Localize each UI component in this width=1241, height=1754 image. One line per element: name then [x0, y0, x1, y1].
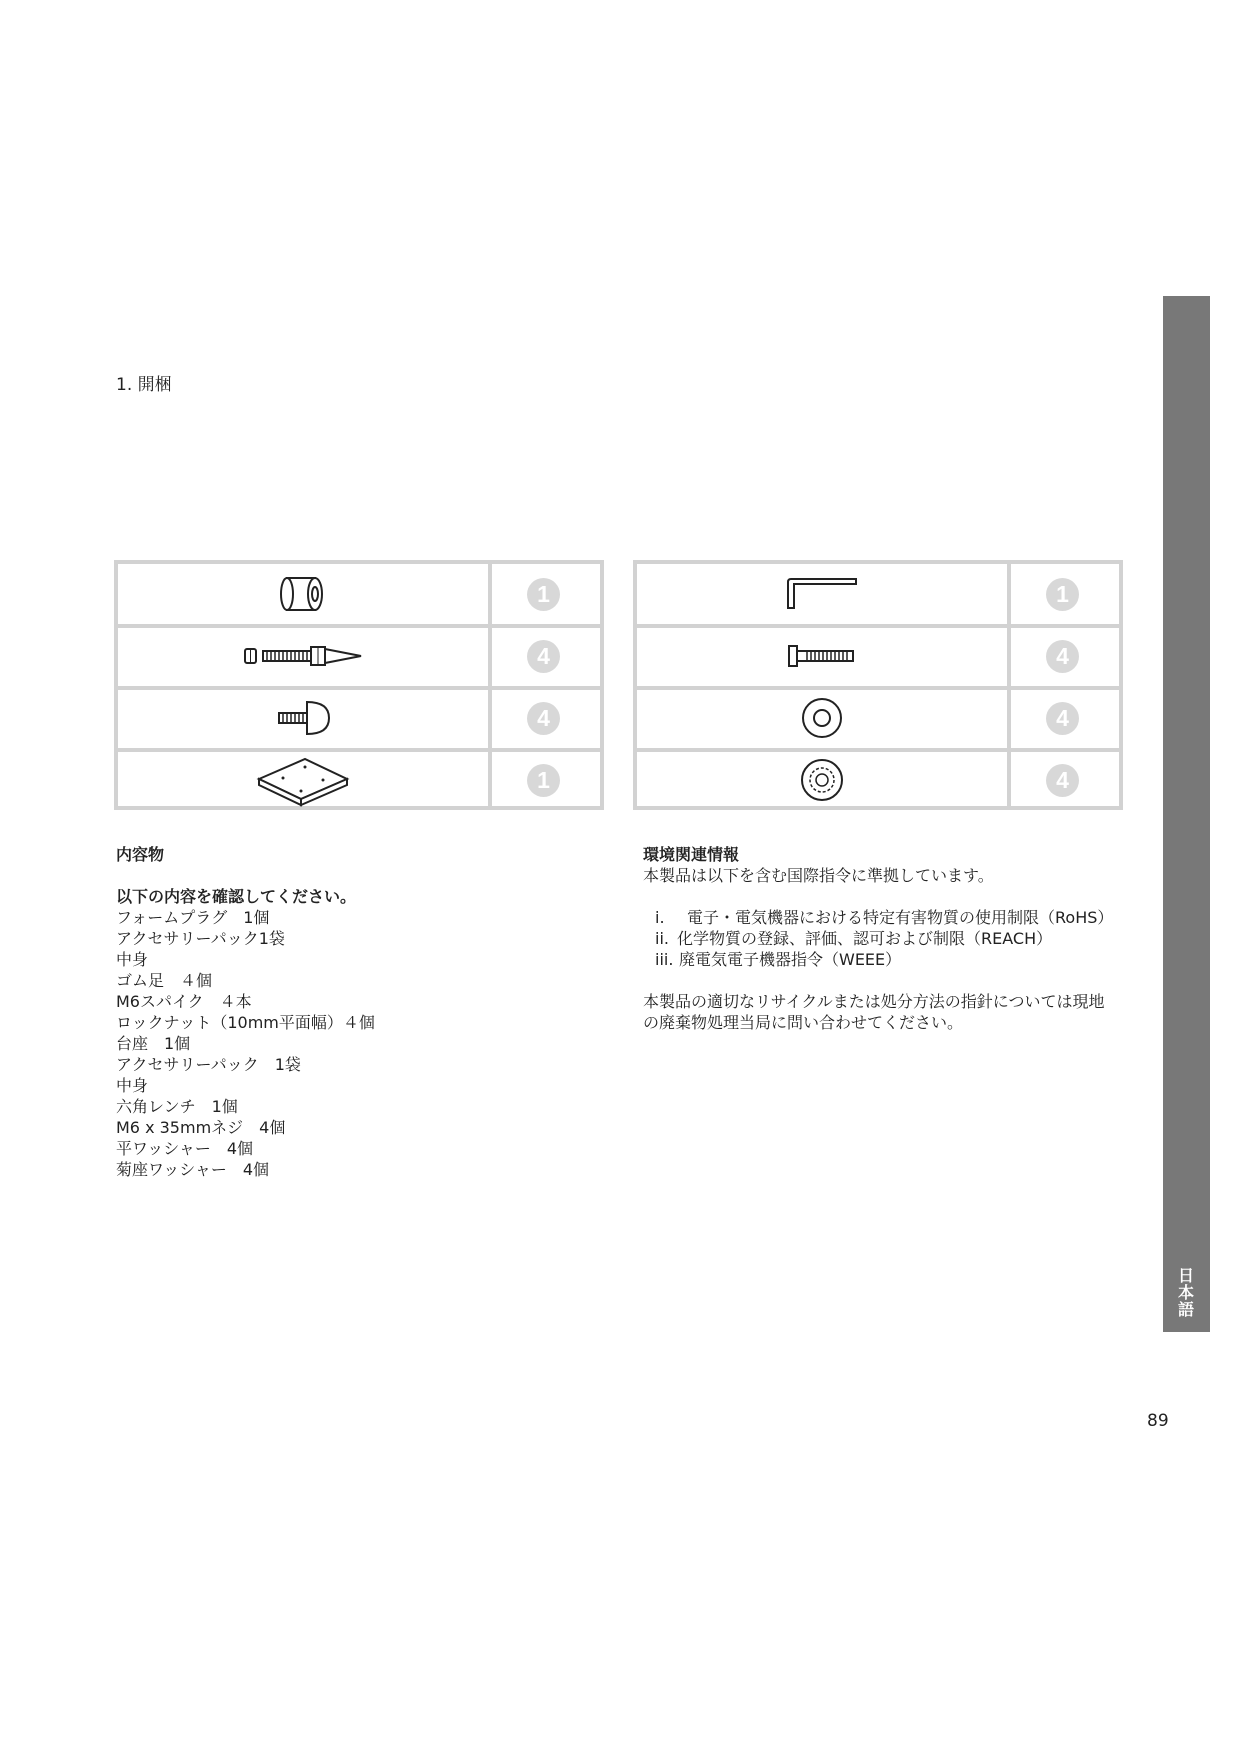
directive-marker: iii. [655, 950, 674, 969]
page-number: 89 [1147, 1411, 1169, 1431]
quantity-badge [1006, 626, 1119, 686]
language-side-tab [1163, 296, 1210, 1332]
parts-row [637, 688, 1119, 752]
environment-section [643, 844, 1163, 1033]
m6-screw-icon [637, 626, 1011, 686]
contents-line: フォームプラグ 1個 [116, 908, 270, 927]
parts-table-left [114, 560, 604, 810]
quantity-badge [1006, 688, 1119, 748]
parts-row [118, 626, 600, 690]
contents-section [116, 844, 586, 1180]
quantity-badge [487, 626, 600, 686]
directive-text: 化学物質の登録、評価、認可および制限（REACH） [677, 929, 1053, 948]
section-heading: 1. 開梱 [116, 375, 172, 395]
quantity-badge [1006, 564, 1119, 624]
parts-table-right [633, 560, 1123, 810]
directive-item [643, 907, 1163, 928]
quantity-badge [1006, 750, 1119, 810]
parts-row [118, 750, 600, 810]
recycling-line: 本製品の適切なリサイクルまたは処分方法の指針については現地 [643, 992, 1105, 1011]
contents-line: ゴム足 ４個 [116, 971, 213, 990]
environment-intro: 本製品は以下を含む国際指令に準拠しています。 [643, 866, 994, 885]
base-plate-icon [118, 750, 492, 810]
quantity-value: 1 [527, 578, 560, 611]
recycling-line: の廃棄物処理当局に問い合わせてください。 [643, 1013, 964, 1032]
directive-marker: ii. [655, 929, 669, 948]
contents-line: 六角レンチ 1個 [116, 1097, 238, 1116]
parts-row [637, 750, 1119, 810]
quantity-value: 4 [1046, 702, 1079, 735]
contents-line: 台座 1個 [116, 1034, 191, 1053]
flat-washer-icon [637, 688, 1011, 748]
contents-line: 菊座ワッシャー 4個 [116, 1160, 270, 1179]
contents-line: ロックナット（10mm平面幅）４個 [116, 1013, 375, 1032]
m6-spike-with-lock-nut-icon [118, 626, 492, 686]
directive-text: 廃電気電子機器指令（WEEE） [679, 950, 902, 969]
parts-row [118, 564, 600, 628]
contents-line: アクセサリーパック1袋 [116, 929, 285, 948]
parts-row [118, 688, 600, 752]
language-label: 日本語 [1175, 1267, 1195, 1318]
directive-text: 電子・電気機器における特定有害物質の使用制限（RoHS） [687, 908, 1114, 927]
quantity-badge [487, 750, 600, 810]
quantity-value: 4 [1046, 640, 1079, 673]
directive-item [643, 949, 1163, 970]
parts-row [637, 564, 1119, 628]
directive-item [643, 928, 1163, 949]
foam-plug-icon [118, 564, 492, 624]
quantity-value: 4 [527, 702, 560, 735]
environment-title: 環境関連情報 [643, 845, 740, 864]
contents-line: アクセサリーパック 1袋 [116, 1055, 301, 1074]
contents-line: M6 x 35mmネジ 4個 [116, 1118, 286, 1137]
contents-line: 中身 [116, 950, 149, 969]
parts-row [637, 626, 1119, 690]
quantity-value: 1 [1046, 578, 1079, 611]
quantity-value: 4 [527, 640, 560, 673]
contents-line: 中身 [116, 1076, 149, 1095]
quantity-value: 4 [1046, 764, 1079, 797]
contents-title: 内容物 [116, 845, 165, 864]
hex-wrench-icon [637, 564, 1011, 624]
contents-line: 平ワッシャー 4個 [116, 1139, 254, 1158]
rubber-foot-icon [118, 688, 492, 748]
contents-subtitle: 以下の内容を確認してください。 [116, 887, 357, 906]
directive-marker: i. [655, 908, 665, 927]
quantity-badge [487, 564, 600, 624]
quantity-badge [487, 688, 600, 748]
quantity-value: 1 [527, 764, 560, 797]
toothed-washer-icon [637, 750, 1011, 810]
contents-line: M6スパイク ４本 [116, 992, 252, 1011]
